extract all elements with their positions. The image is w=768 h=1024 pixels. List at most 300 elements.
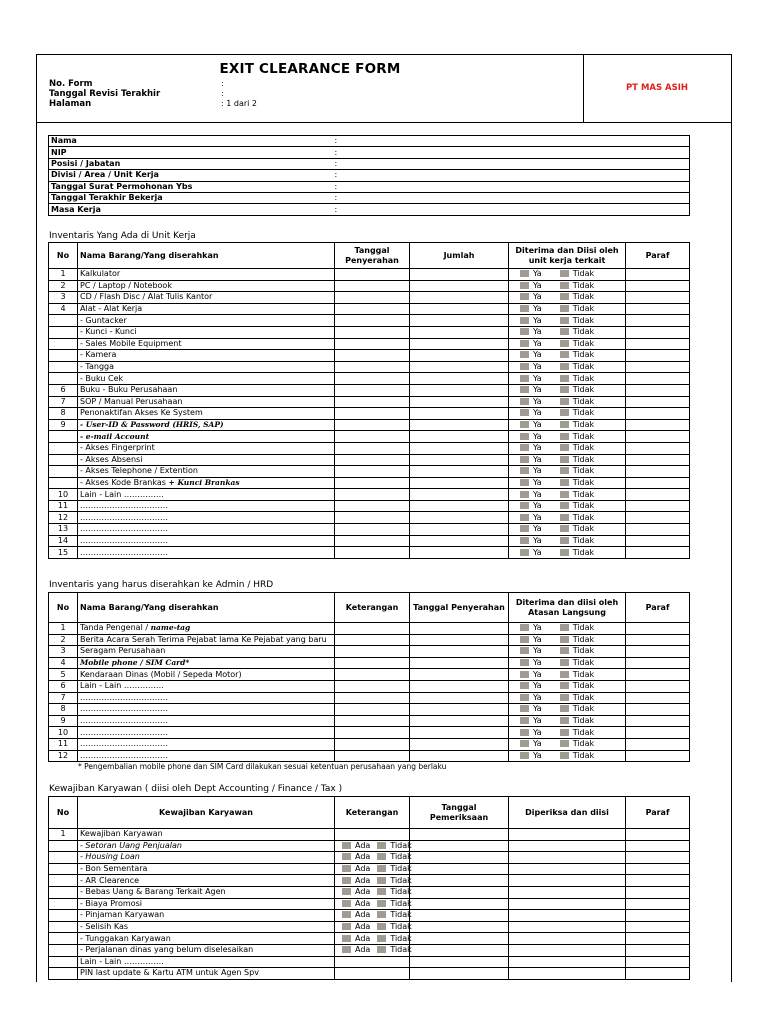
section1-header: No [49,243,78,269]
date-cell [335,326,410,338]
checkbox-yes[interactable] [520,717,529,724]
checkbox-no[interactable] [560,682,569,689]
check-cell [335,910,410,922]
row-no [49,338,78,350]
paraf-cell [626,512,690,524]
paraf-cell [626,921,690,933]
confirm-cell [509,408,626,420]
checkbox-yes[interactable] [520,502,529,509]
label-tidak: Tidak [390,898,412,908]
paraf-cell [626,886,690,898]
checkbox-no[interactable] [560,293,569,300]
label-yes: Ya [533,292,542,302]
checkbox-ada[interactable] [342,935,351,942]
label-no: Tidak [572,681,595,691]
checkbox-no[interactable] [560,514,569,521]
identity-label: Posisi / Jabatan [49,158,333,169]
confirm-cell [509,680,626,692]
confirm-cell [509,315,626,327]
item-name: - Akses Absensi [78,454,335,466]
row-no: 11 [49,500,78,512]
label-yes: Ya [533,547,542,557]
checkbox-no[interactable] [560,375,569,382]
label-ada: Ada [355,875,371,885]
date-cell [410,956,509,968]
checkbox-yes[interactable] [520,433,529,440]
checkbox-yes[interactable] [520,375,529,382]
row-no: 4 [49,303,78,315]
qty-cell [410,292,509,304]
label-no: Tidak [572,547,595,557]
paraf-cell [626,875,690,887]
qty-cell [410,466,509,478]
checkbox-tidak[interactable] [377,946,386,953]
checkbox-ada[interactable] [342,842,351,849]
form-meta-values: : : : 1 dari 2 [221,79,257,108]
item-name: …………………………… [78,692,335,704]
label-no: Tidak [572,443,595,453]
checkbox-tidak[interactable] [377,865,386,872]
checkbox-no[interactable] [560,729,569,736]
check-cell [335,944,410,956]
checkbox-yes[interactable] [520,694,529,701]
checkbox-yes[interactable] [520,270,529,277]
checkbox-no[interactable] [560,740,569,747]
label-no: Tidak [572,315,595,325]
row-no [49,875,78,887]
item-name: …………………………… [78,500,335,512]
table-row [49,956,690,968]
item-name: - Pinjaman Karyawan [78,910,335,922]
confirm-cell [509,303,626,315]
table-row [49,512,690,524]
label-yes: Ya [533,304,542,314]
checkbox-no[interactable] [560,537,569,544]
checkbox-no[interactable] [560,525,569,532]
item-name: …………………………… [78,547,335,559]
label-no: Tidak [572,501,595,511]
table-row [49,408,690,420]
confirm-cell [509,715,626,727]
date-cell [410,750,509,762]
checkbox-ada[interactable] [342,900,351,907]
checkbox-no[interactable] [560,717,569,724]
checkbox-no[interactable] [560,421,569,428]
qty-cell [410,396,509,408]
item-name: - Bon Sementara [78,863,335,875]
checkbox-yes[interactable] [520,549,529,556]
identity-colon: : [333,181,690,192]
table-row [49,750,690,762]
paraf-cell [626,500,690,512]
identity-table [48,135,690,216]
checkbox-no[interactable] [560,624,569,631]
checkbox-yes[interactable] [520,398,529,405]
checkbox-yes[interactable] [520,659,529,666]
qty-cell [410,408,509,420]
row-no [49,477,78,489]
confirm-cell [509,477,626,489]
date-cell [335,466,410,478]
date-cell [335,396,410,408]
checkbox-yes[interactable] [520,514,529,521]
checkbox-yes[interactable] [520,409,529,416]
qty-cell [410,350,509,362]
row-no [49,840,78,852]
checkbox-no[interactable] [560,270,569,277]
section3-header: No [49,797,78,829]
date-cell [410,623,509,635]
qty-cell [410,315,509,327]
checkbox-no[interactable] [560,363,569,370]
section2-title: Inventaris yang harus diserahkan ke Admin / HRD [49,580,274,590]
checkbox-no[interactable] [560,328,569,335]
checkbox-no[interactable] [560,549,569,556]
row-no: 6 [49,680,78,692]
section2-note: * Pengembalian mobile phone dan SIM Card dilakukan sesuai ketentuan perusahaan yang berlaku [78,762,447,771]
check-cell [335,886,410,898]
label-yes: Ya [533,373,542,383]
checkbox-tidak[interactable] [377,911,386,918]
confirm-cell [509,292,626,304]
checkbox-no[interactable] [560,479,569,486]
label-tidak: Tidak [390,864,412,874]
paraf-cell [626,442,690,454]
row-no: 7 [49,396,78,408]
checkbox-tidak[interactable] [377,853,386,860]
section1-header: Paraf [626,243,690,269]
paraf-cell [626,840,690,852]
checkbox-yes[interactable] [520,537,529,544]
checkbox-yes[interactable] [520,328,529,335]
checkbox-no[interactable] [560,705,569,712]
section2-header: Diterima dan diisi oleh Atasan Langsung [509,593,626,623]
row-no [49,373,78,385]
checkbox-no[interactable] [560,340,569,347]
item-name: - Tunggakan Karyawan [78,933,335,945]
label-tidak: Tidak [390,933,412,943]
date-cell [410,968,509,980]
label-yes: Ya [533,716,542,726]
checkbox-no[interactable] [560,467,569,474]
confirm-cell [509,384,626,396]
checked-by-cell [509,886,626,898]
confirm-cell [509,489,626,501]
paraf-cell [626,489,690,501]
checkbox-tidak[interactable] [377,888,386,895]
checkbox-no[interactable] [560,671,569,678]
qty-cell [410,384,509,396]
note-cell [335,634,410,646]
label-yes: Ya [533,489,542,499]
checkbox-tidak[interactable] [377,935,386,942]
checkbox-yes[interactable] [520,421,529,428]
row-no: 1 [49,269,78,281]
row-no: 11 [49,738,78,750]
label-no: Tidak [572,280,595,290]
date-cell [335,280,410,292]
date-cell [410,898,509,910]
label-ada: Ada [355,945,371,955]
checkbox-no[interactable] [560,752,569,759]
checkbox-ada[interactable] [342,865,351,872]
checkbox-no[interactable] [560,398,569,405]
paraf-cell [626,535,690,547]
checkbox-tidak[interactable] [377,842,386,849]
paraf-cell [626,968,690,980]
checkbox-no[interactable] [560,317,569,324]
checkbox-yes[interactable] [520,351,529,358]
label-ada: Ada [355,840,371,850]
checkbox-yes[interactable] [520,752,529,759]
row-no [49,921,78,933]
table-row [49,852,690,864]
date-cell [410,863,509,875]
check-cell [335,898,410,910]
paraf-cell [626,910,690,922]
label-no: Tidak [572,454,595,464]
checkbox-ada[interactable] [342,853,351,860]
checkbox-no[interactable] [560,386,569,393]
checkbox-ada[interactable] [342,946,351,953]
section2-header: Keterangan [335,593,410,623]
label-no: Tidak [572,727,595,737]
checkbox-yes[interactable] [520,444,529,451]
checkbox-no[interactable] [560,636,569,643]
row-no [49,454,78,466]
row-no [49,944,78,956]
label-no: Tidak [572,692,595,702]
identity-row [49,136,690,147]
item-name: - Tangga [78,361,335,373]
table-row [49,933,690,945]
row-no: 3 [49,292,78,304]
obligations-table [48,796,690,980]
item-name: - Kamera [78,350,335,362]
form-title: EXIT CLEARANCE FORM [219,61,401,77]
checkbox-yes[interactable] [520,705,529,712]
section1-header: Tanggal Penyerahan [335,243,410,269]
item-name: SOP / Manual Perusahaan [78,396,335,408]
checkbox-no[interactable] [560,351,569,358]
date-cell [410,704,509,716]
identity-label: Tanggal Terakhir Bekerja [49,192,333,203]
item-name: …………………………… [78,535,335,547]
paraf-cell [626,361,690,373]
row-no [49,898,78,910]
item-name: - e-mail Account [78,431,335,443]
note-cell [335,657,410,669]
checkbox-yes[interactable] [520,317,529,324]
paraf-cell [626,692,690,704]
section3-header: Tanggal Pemeriksaan [410,797,509,829]
identity-label: Tanggal Surat Permohonan Ybs [49,181,333,192]
item-name: Mobile phone / SIM Card* [78,657,335,669]
table-row [49,524,690,536]
checkbox-no[interactable] [560,444,569,451]
label-yes: Ya [533,646,542,656]
checkbox-yes[interactable] [520,456,529,463]
label-no: Tidak [572,420,595,430]
row-no: 7 [49,692,78,704]
row-no: 13 [49,524,78,536]
paraf-cell [626,680,690,692]
label-yes: Ya [533,727,542,737]
checkbox-yes[interactable] [520,340,529,347]
label-yes: Ya [533,704,542,714]
label-ada: Ada [355,922,371,932]
label-yes: Ya [533,669,542,679]
confirm-cell [509,361,626,373]
paraf-cell [626,350,690,362]
checkbox-yes[interactable] [520,671,529,678]
checkbox-yes[interactable] [520,479,529,486]
date-cell [335,315,410,327]
confirm-cell [509,738,626,750]
checkbox-no[interactable] [560,433,569,440]
checkbox-yes[interactable] [520,491,529,498]
table-row [49,910,690,922]
checkbox-yes[interactable] [520,525,529,532]
date-cell [335,292,410,304]
item-name: CD / Flash Disc / Alat Tulis Kantor [78,292,335,304]
checkbox-ada[interactable] [342,923,351,930]
checkbox-yes[interactable] [520,467,529,474]
table-row [49,692,690,704]
date-cell [335,535,410,547]
checked-by-cell [509,840,626,852]
item-name: Lain - Lain …………… [78,680,335,692]
item-name: …………………………… [78,738,335,750]
checkbox-yes[interactable] [520,636,529,643]
section3-header: Paraf [626,797,690,829]
identity-row [49,158,690,169]
checkbox-ada[interactable] [342,877,351,884]
checked-by-cell [509,910,626,922]
note-cell [335,704,410,716]
label-no: Tidak [572,304,595,314]
confirm-cell [509,500,626,512]
date-cell [335,350,410,362]
label-tidak: Tidak [390,852,412,862]
paraf-cell [626,373,690,385]
checkbox-tidak[interactable] [377,923,386,930]
item-name: - Guntacker [78,315,335,327]
check-cell [335,840,410,852]
table-row [49,384,690,396]
checkbox-tidak[interactable] [377,877,386,884]
date-cell [335,442,410,454]
table-row [49,338,690,350]
label-yes: Ya [533,739,542,749]
checkbox-no[interactable] [560,647,569,654]
checkbox-no[interactable] [560,491,569,498]
confirm-cell [509,535,626,547]
label-yes: Ya [533,466,542,476]
checkbox-yes[interactable] [520,740,529,747]
confirm-cell [509,326,626,338]
date-cell [335,269,410,281]
paraf-cell [626,431,690,443]
label-no: Tidak [572,477,595,487]
table-row [49,350,690,362]
checkbox-no[interactable] [560,305,569,312]
checkbox-yes[interactable] [520,282,529,289]
table-row [49,886,690,898]
label-no: Tidak [572,350,595,360]
checkbox-no[interactable] [560,282,569,289]
checkbox-yes[interactable] [520,624,529,631]
checkbox-no[interactable] [560,502,569,509]
label-no: Tidak [572,669,595,679]
table-row [49,454,690,466]
confirm-cell [509,373,626,385]
paraf-cell [626,727,690,739]
checkbox-tidak[interactable] [377,900,386,907]
paraf-cell [626,292,690,304]
section3-title: Kewajiban Karyawan ( diisi oleh Dept Accounting / Finance / Tax ) [49,784,343,794]
label-no: Tidak [572,292,595,302]
date-cell [335,361,410,373]
table-row [49,535,690,547]
checkbox-yes[interactable] [520,305,529,312]
checkbox-yes[interactable] [520,293,529,300]
qty-cell [410,500,509,512]
table-row [49,303,690,315]
checkbox-yes[interactable] [520,729,529,736]
paraf-cell [626,269,690,281]
label-yes: Ya [533,623,542,633]
section3-header: Diperiksa dan diisi [509,797,626,829]
label-yes: Ya [533,338,542,348]
checkbox-yes[interactable] [520,386,529,393]
note-cell [335,669,410,681]
checkbox-ada[interactable] [342,911,351,918]
checkbox-no[interactable] [560,694,569,701]
qty-cell [410,373,509,385]
item-name: - Akses Fingerprint [78,442,335,454]
label-no: Tidak [572,512,595,522]
label-tidak: Tidak [390,945,412,955]
row-no [49,956,78,968]
table-row [49,361,690,373]
label-yes: Ya [533,477,542,487]
table-row [49,269,690,281]
table-row [49,280,690,292]
label-yes: Ya [533,362,542,372]
date-cell [335,512,410,524]
date-cell [410,886,509,898]
checkbox-no[interactable] [560,409,569,416]
note-cell [335,750,410,762]
checkbox-yes[interactable] [520,363,529,370]
table-row [49,669,690,681]
item-name: …………………………… [78,750,335,762]
table-row [49,500,690,512]
checkbox-yes[interactable] [520,647,529,654]
identity-label: Nama [49,136,333,147]
checkbox-no[interactable] [560,659,569,666]
confirm-cell [509,524,626,536]
checkbox-ada[interactable] [342,888,351,895]
checkbox-yes[interactable] [520,682,529,689]
date-cell [410,910,509,922]
checkbox-no[interactable] [560,456,569,463]
label-yes: Ya [533,269,542,279]
note-cell [335,727,410,739]
paraf-cell [626,944,690,956]
item-name: - Selisih Kas [78,921,335,933]
